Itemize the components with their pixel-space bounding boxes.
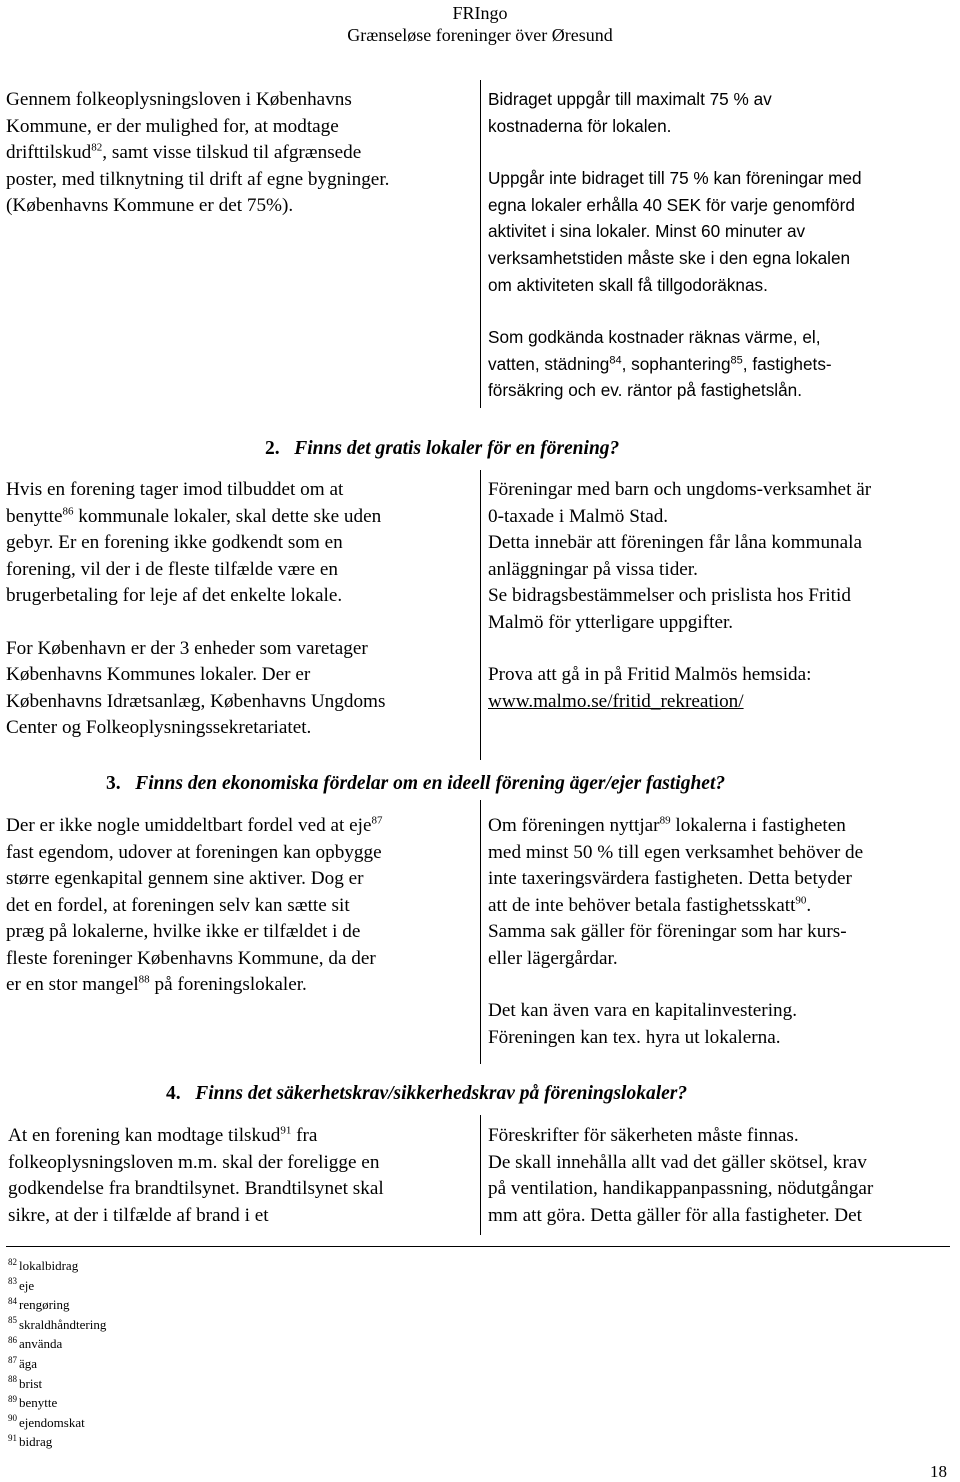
footnote-ref: 85 bbox=[730, 354, 743, 367]
question-3-heading: 3. Finns den ekonomiska fördelar om en ideell förening äger/ejer fastighet? bbox=[106, 773, 726, 794]
footnote: $^{87}$ äga bbox=[8, 1354, 38, 1371]
q3-swedish: Om föreningen nyttjar$^{89}$ lokalerna i fastigheten med minst 50 % till egen verksamhet behöver de inte taxeringsvärdera fastigheten. Detta betyder att de inte behöver betala fastighetsskatt$^{90}$. Samma sak gäller för föreningar som har kurs- eller lägergårdar. Det kan även vara en kapitalinvestering. Föreningen kan tex. hyra ut lokalerna. bbox=[488, 814, 864, 1048]
column-divider bbox=[480, 470, 481, 760]
footnote: $^{86}$ använda bbox=[8, 1335, 63, 1352]
q2-swedish: Föreningar med barn och ungdoms-verksamhet är 0-taxade i Malmö Stad. Detta innebär att föreningen får låna kommunala anläggningar på vissa tider. Se bidragsbestämmelser och prislista hos Fritid Malmö för ytterligare uppgifter. Prova att gå in på Fritid Malmös hemsida: www.malmo.se/fritid_rekreation/ bbox=[488, 477, 958, 715]
footnote: $^{84}$ rengøring bbox=[8, 1295, 70, 1313]
question-2-heading: 2. Finns det gratis lokaler för en förening? bbox=[265, 438, 620, 459]
footnote: $^{89}$ benytte bbox=[8, 1393, 58, 1411]
column-divider bbox=[480, 80, 481, 408]
footnote-ref: 91 bbox=[280, 1124, 292, 1137]
footnote: $^{82}$ lokalbidrag bbox=[8, 1256, 79, 1273]
header-title: FRIngo bbox=[452, 3, 508, 23]
fritid-malmo-link[interactable]: www.malmo.se/fritid_rekreation/ bbox=[488, 690, 744, 712]
footnote-ref: 84 bbox=[609, 354, 622, 367]
footnote-ref: 82 bbox=[91, 141, 103, 154]
footnote: $^{83}$ eje bbox=[8, 1276, 35, 1293]
footnote-ref: 87 bbox=[371, 814, 383, 827]
footnote-ref: 86 bbox=[62, 505, 74, 518]
footnote-separator bbox=[6, 1246, 950, 1247]
page-number: 18 bbox=[930, 1462, 947, 1481]
q2-danish: Hvis en forening tager imod tilbuddet om at benytte$^{86}$ kommunale lokaler, skal dette ske uden gebyr. Er en forening ikke godkendt som en forening, vil der i de fleste tilfælde være en brugerbetaling for leje af det enkelte lokale. For København er der 3 enheder som varetager Københavns Kommunes lokaler. Der er Københavns Idrætsanlæg, Københavns Ungdoms Center og Folkeoplysningssekretariatet. bbox=[6, 479, 386, 738]
q4-swedish: Föreskrifter för säkerheten måste finnas. De skall innehålla allt vad det gäller skötsel, krav på ventilation, handikappanpassning, nödutgångar mm att göra. Detta gäller för alla fastigheter. Det bbox=[488, 1125, 874, 1226]
column-divider bbox=[480, 800, 481, 1064]
q3-danish: Der er ikke nogle umiddeltbart fordel ved at eje$^{87}$ fast egendom, udover at foreningen kan opbygge større egenkapital gennem sine aktiver. Dog er det en fordel, at foreningen selv kan sætte sit præg på lokalerne, hvilke ikke er tilfældet i de fleste foreninger Københavns Kommune, da der er en stor mangel$^{88}$ på foreningslokaler. bbox=[6, 814, 383, 995]
footnote: $^{91}$ bidrag bbox=[8, 1433, 53, 1450]
footnotes bbox=[8, 1256, 308, 1452]
footnote: $^{88}$ brist bbox=[8, 1374, 43, 1391]
q4-danish: At en forening kan modtage tilskud$^{91}$ fra folkeoplysningsloven m.m. skal der foreligge en godkendelse fra brandtilsynet. Brandtilsynet skal sikre, at der i tilfælde af brand i et bbox=[8, 1124, 384, 1226]
intro-danish: Gennem folkeoplysningsloven i Københavns Kommune, er der mulighed for, at modtage drifttilskud$^{82}$, samt visse tilskud til afgrænsede poster, med tilknytning til drift af egne bygninger. (Københavns Kommune er det 75%). bbox=[6, 89, 390, 216]
footnote: $^{85}$ skraldhåndtering bbox=[8, 1315, 107, 1332]
footnote: $^{90}$ ejendomskat bbox=[8, 1413, 85, 1430]
question-4-heading: 4. Finns det säkerhetskrav/sikkerhedskrav på föreningslokaler? bbox=[166, 1083, 688, 1104]
column-divider bbox=[480, 1115, 481, 1235]
footnote-ref: 88 bbox=[138, 973, 150, 986]
footnote-ref: 89 bbox=[659, 814, 671, 827]
intro-swedish: Bidraget uppgår till maximalt 75 % av kostnaderna för lokalen. Uppgår inte bidraget till 75 % kan föreningar med egna lokaler erhålla 40 SEK för varje genomförd aktivitet i sina lokaler. Minst 60 minuter av verksamhetstiden måste ske i den egna lokalen om aktiviteten skall få tillgodoräknas. Som godkända kostnader räknas värme, el, vatten, städning$^{84}$, sophantering$^{85}$, fastighets- försäkring och ev. räntor på fastighetslån. bbox=[488, 89, 862, 401]
header-subtitle: Grænseløse foreninger över Øresund bbox=[347, 25, 613, 45]
footnote-ref: 90 bbox=[795, 894, 807, 907]
